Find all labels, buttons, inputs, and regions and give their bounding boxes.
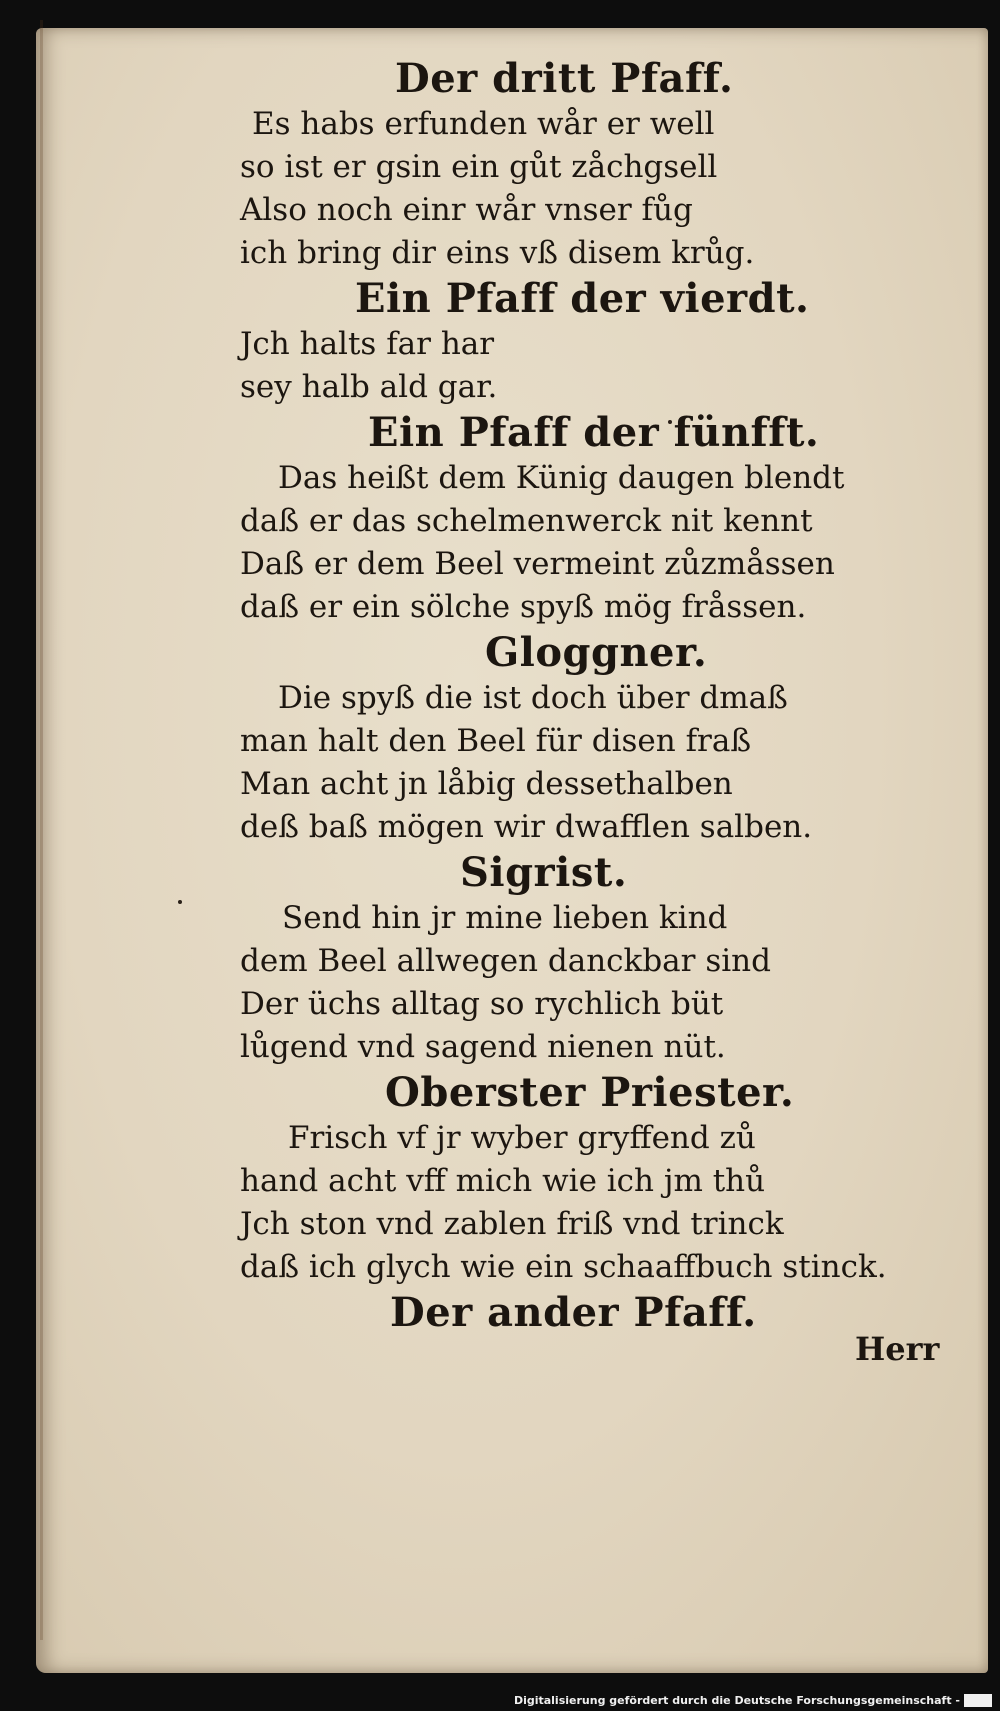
digitization-credit: Digitalisierung gefördert durch die Deutsche Forschungsgemeinschaft - bbox=[513, 1694, 960, 1707]
verse-line: Die spyß die ist doch über dmaß bbox=[278, 680, 788, 716]
ink-speck bbox=[178, 900, 182, 904]
speaker-heading: Sigrist. bbox=[460, 849, 628, 896]
verse-line: daß ich glych wie ein schaaffbuch stinck. bbox=[240, 1249, 887, 1285]
verse-line: daß er das schelmenwerck nit kennt bbox=[240, 503, 813, 539]
verse-line: Man acht jn låbig dessethalben bbox=[240, 766, 733, 802]
binding-shadow bbox=[40, 20, 43, 1640]
verse-line: Send hin jr mine lieben kind bbox=[282, 900, 728, 936]
speaker-heading: Oberster Priester. bbox=[385, 1069, 795, 1116]
verse-line: hand acht vff mich wie ich jm thů bbox=[240, 1163, 766, 1199]
speaker-heading: Der ander Pfaff. bbox=[390, 1289, 757, 1336]
catchword: Herr bbox=[855, 1330, 940, 1368]
verse-line: Der üchs alltag so rychlich büt bbox=[240, 986, 724, 1022]
verse-line: ich bring dir eins vß disem krůg. bbox=[240, 235, 755, 271]
verse-line: Es habs erfunden wår er well bbox=[252, 106, 715, 142]
verse-line: Frisch vf jr wyber gryffend zů bbox=[288, 1120, 756, 1156]
speaker-heading: Der dritt Pfaff. bbox=[395, 55, 734, 102]
verse-line: so ist er gsin ein gůt zåchgsell bbox=[240, 149, 718, 185]
verse-line: sey halb ald gar. bbox=[240, 369, 498, 405]
dfg-logo bbox=[964, 1694, 992, 1707]
verse-line: Das heißt dem Künig daugen blendt bbox=[278, 460, 845, 496]
verse-line: lůgend vnd sagend nienen nüt. bbox=[240, 1029, 726, 1065]
verse-text-block bbox=[200, 55, 920, 1337]
verse-line: daß er ein sölche spyß mög fråssen. bbox=[240, 589, 807, 625]
verse-line: dem Beel allwegen danckbar sind bbox=[240, 943, 771, 979]
speaker-heading: Gloggner. bbox=[485, 629, 708, 676]
verse-line: Jch halts far har bbox=[240, 326, 495, 362]
speaker-heading: Ein Pfaff der vierdt. bbox=[355, 275, 810, 322]
verse-line: man halt den Beel für disen fraß bbox=[240, 723, 752, 759]
verse-line: deß baß mögen wir dwafflen salben. bbox=[240, 809, 813, 845]
speaker-heading: Ein Pfaff der fünfft. bbox=[368, 409, 820, 456]
verse-line: Also noch einr wår vnser fůg bbox=[240, 192, 693, 228]
verse-line: Jch ston vnd zablen friß vnd trinck bbox=[240, 1206, 784, 1242]
verse-line: Daß er dem Beel vermeint zůzmåssen bbox=[240, 546, 835, 582]
